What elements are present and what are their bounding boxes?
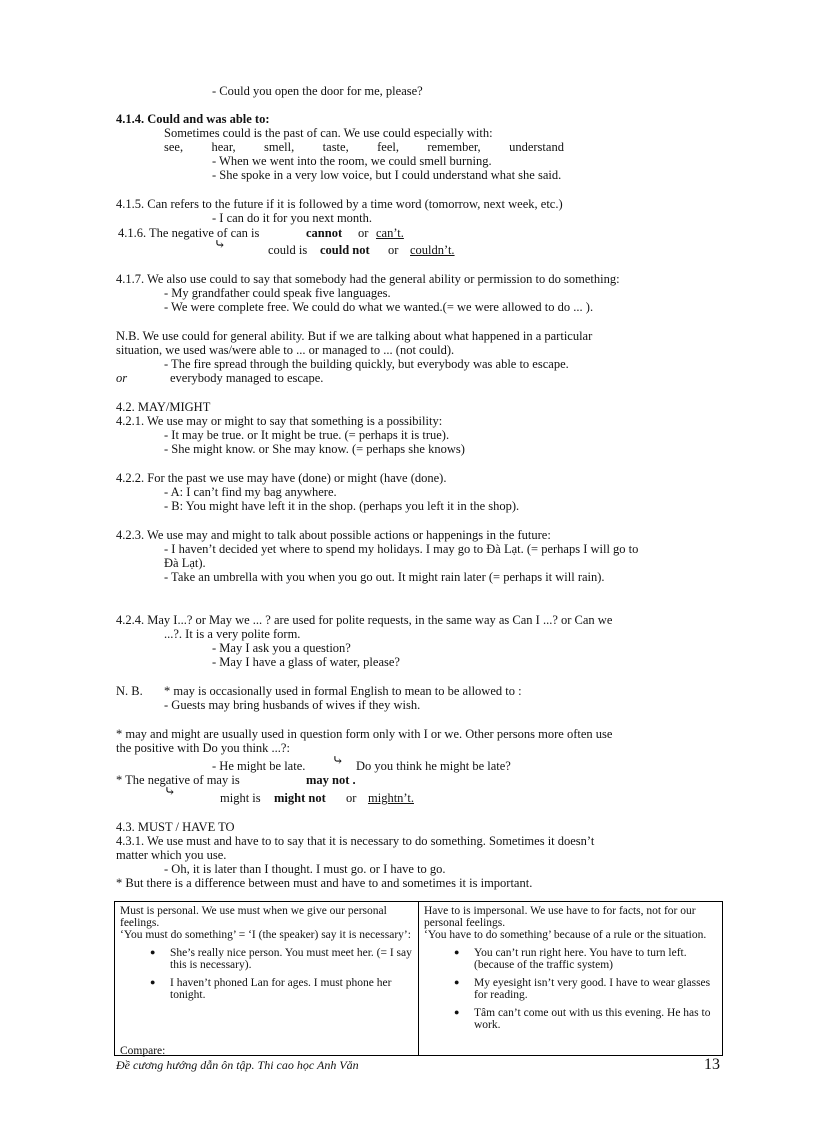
arrow-icon: ⤷ (332, 754, 344, 769)
verb: see, (164, 140, 184, 154)
list-item: ● My eyesight isn’t very good. I have to wear glasses for reading. (424, 977, 717, 1001)
heading-4-2: 4.2. MAY/MIGHT (116, 400, 211, 414)
s414-verb-list (164, 140, 564, 154)
have-to-cell (419, 902, 723, 1056)
list-item: ● You can’t run right here. You have to turn left. (because of the traffic system) (424, 947, 717, 971)
must-def: ‘You must do something’ = ‘I (the speaker) say it is necessary’: (120, 929, 411, 941)
s416-cannot: cannot (306, 226, 343, 240)
s415-example: - I can do it for you next month. (212, 211, 373, 225)
s416-or-2: or (388, 243, 399, 257)
s416-could-is: could is (268, 243, 308, 257)
nb2-p2-example-2: Do you think he might be late? (356, 759, 511, 773)
s423-example-2: - Take an umbrella with you when you go out. It might rain later (= perhaps it will rain). (164, 570, 605, 584)
nb1-example: - The fire spread through the building quickly, but everybody was able to escape. (164, 357, 569, 371)
s431-b: matter which you use. (116, 848, 227, 862)
compare-label: Compare: (120, 1045, 166, 1057)
heading-4-1-4: 4.1.4. Could and was able to: (116, 112, 270, 126)
verb: understand (509, 140, 564, 154)
verb: feel, (377, 140, 399, 154)
s421-example-1: - It may be true. or It might be true. (= perhaps it is true). (164, 428, 450, 442)
have-to-intro: Have to is impersonal. We use have to for facts, not for our personal feelings. (424, 905, 696, 929)
s431-a: 4.3.1. We use must and have to to say that it is necessary to do something. Sometimes it doesn’t (116, 834, 595, 848)
nb1-line2: situation, we used was/were able to ... or managed to ... (not could). (116, 343, 455, 357)
nb2-may-not: may not . (306, 773, 356, 787)
nb2-p2-b: the positive with Do you think ...?: (116, 741, 290, 755)
s424-example-1: - May I ask you a question? (212, 641, 351, 655)
s423-text: 4.2.3. We use may and might to talk about possible actions or happenings in the future: (116, 528, 551, 542)
nb2-or: or (346, 791, 357, 805)
list-item: ● Tâm can’t come out with us this evening. He has to work. (424, 1007, 717, 1031)
verb: smell, (264, 140, 295, 154)
s431-example: - Oh, it is later than I thought. I must go. or I have to go. (164, 862, 446, 876)
nb2-mightnt: mightn’t. (368, 791, 414, 805)
s416-or: or (358, 226, 369, 240)
arrow-icon: ⤷ (214, 238, 226, 253)
s416-couldnt: couldn’t. (410, 243, 455, 257)
s421-example-2: - She might know. or She may know. (= perhaps she knows) (164, 442, 465, 456)
s416-text: 4.1.6. The negative of can is (118, 226, 260, 240)
s423-example-1b: Đà Lạt). (164, 556, 206, 570)
nb2-text: * may is occasionally used in formal English to mean to be allowed to : (164, 684, 522, 698)
s414-example-1: - When we went into the room, we could smell burning. (212, 154, 492, 168)
footer-text: Đề cương hướng dẫn ôn tập. Thi cao học Anh Văn (116, 1058, 359, 1072)
s422-example-2: - B: You might have left it in the shop. (perhaps you left it in the shop). (164, 499, 520, 513)
nb2-p2-a: * may and might are usually used in question form only with I or we. Other persons more often use (116, 727, 613, 741)
list-item: ● I haven’t phoned Lan for ages. I must phone her tonight. (120, 977, 413, 1001)
heading-4-3: 4.3. MUST / HAVE TO (116, 820, 235, 834)
s417-text: 4.1.7. We also use could to say that somebody had the general ability or permission to do something: (116, 272, 620, 286)
s421-text: 4.2.1. We use may or might to say that something is a possibility: (116, 414, 443, 428)
s422-example-1: - A: I can’t find my bag anywhere. (164, 485, 337, 499)
page-number: 13 (704, 1056, 720, 1073)
nb2-label: N. B. (116, 684, 143, 698)
verb: remember, (427, 140, 481, 154)
nb2-neg: * The negative of may is (116, 773, 240, 787)
nb2-might-is: might is (220, 791, 261, 805)
s415-text: 4.1.5. Can refers to the future if it is followed by a time word (tomorrow, next week, etc.) (116, 197, 563, 211)
s422-text: 4.2.2. For the past we use may have (done) or might (have (done). (116, 471, 447, 485)
have-to-def: ‘You have to do something’ because of a rule or the situation. (424, 929, 707, 941)
must-intro: Must is personal. We use must when we give our personal feelings. (120, 905, 387, 929)
s424-text-b: ...?. It is a very polite form. (164, 627, 301, 641)
nb2-p2-example: - He might be late. (212, 759, 306, 773)
s414-example-2: - She spoke in a very low voice, but I could understand what she said. (212, 168, 562, 182)
must-vs-have-to-table (114, 901, 723, 1056)
list-item: ● She’s really nice person. You must meet her. (= I say this is necessary). (120, 947, 413, 971)
s423-example-1: - I haven’t decided yet where to spend my holidays. I may go to Đà Lạt. (= perhaps I will go to (164, 542, 639, 556)
verb: hear, (211, 140, 236, 154)
s416-could-not: could not (320, 243, 370, 257)
verb: taste, (322, 140, 349, 154)
s431-note: * But there is a difference between must and have to and sometimes it is important. (116, 876, 533, 890)
s424-example-2: - May I have a glass of water, please? (212, 655, 400, 669)
s416-cant: can’t. (376, 226, 404, 240)
nb2-might-not: might not (274, 791, 326, 805)
nb1-example-2: everybody managed to escape. (170, 371, 324, 385)
example-could-open: - Could you open the door for me, please? (212, 84, 423, 98)
s417-example-2: - We were complete free. We could do what we wanted.(= we were allowed to do ... ). (164, 300, 594, 314)
nb2-example: - Guests may bring husbands of wives if they wish. (164, 698, 421, 712)
s414-intro: Sometimes could is the past of can. We use could especially with: (164, 126, 493, 140)
arrow-icon: ⤷ (164, 785, 176, 800)
must-cell (115, 902, 419, 1056)
nb1-or: or (116, 371, 128, 385)
nb1-line1: N.B. We use could for general ability. But if we are talking about what happened in a particular (116, 329, 593, 343)
s417-example-1: - My grandfather could speak five languages. (164, 286, 391, 300)
s424-text: 4.2.4. May I...? or May we ... ? are used for polite requests, in the same way as Can I ...? or Can we (116, 613, 613, 627)
